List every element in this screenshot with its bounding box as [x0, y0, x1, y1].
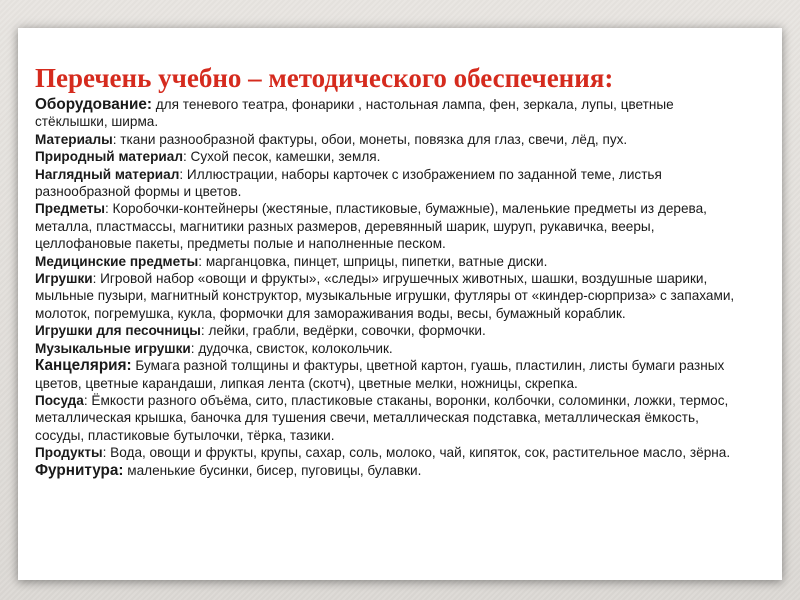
item-label: Игрушки: [35, 271, 93, 287]
item-text: : Вода, овощи и фрукты, крупы, сахар, соль, молоко, чай, кипяток, сок, растительное масло, зёрна.: [102, 445, 731, 461]
item-text: : ткани разнообразной фактуры, обои, монеты, повязка для глаз, свечи, лёд, пух.: [112, 131, 628, 147]
slide-title: Перечень учебно – методического обеспечения:: [35, 63, 614, 93]
item-text: : лейки, грабли, ведёрки, совочки, формочки.: [200, 323, 486, 339]
resource-list: [35, 96, 735, 479]
list-item-medical: [35, 253, 735, 270]
item-text: : марганцовка, пинцет, шприцы, пипетки, ватные диски.: [198, 253, 548, 269]
list-item-stationery: [35, 357, 735, 392]
item-label: Игрушки для песочницы: [35, 323, 201, 339]
list-item-natural-material: [35, 148, 735, 165]
item-label: Наглядный материал: [35, 166, 180, 182]
item-label: Природный материал: [35, 149, 183, 165]
item-text: : Ёмкости разного объёма, сито, пластиковые стаканы, воронки, колбочки, соломинки, ложки, термос, металлическая крышка, баночка для тушения свечи, металлическая подставка, металлическая ёмкость, сосуды, пластиковые бутылочки, тёрка, тазики.: [35, 392, 729, 443]
list-item-materials: [35, 131, 735, 148]
item-label: Посуда: [35, 392, 84, 408]
list-item-dishes: [35, 392, 735, 444]
list-item-toys: [35, 270, 735, 322]
list-item-objects: [35, 200, 735, 252]
list-item-fittings: [35, 462, 735, 479]
item-text: Бумага разной толщины и фактуры, цветной картон, гуашь, пластилин, листы бумаги разных цветов, цветные карандаши, липкая лента (скотч), цветные мелки, ножницы, скрепка.: [35, 358, 725, 391]
list-item-products: [35, 444, 735, 461]
list-item-musical-toys: [35, 340, 735, 357]
item-text: : Сухой песок, камешки, земля.: [182, 149, 381, 165]
item-label: Музыкальные игрушки: [35, 340, 191, 356]
list-item-sandbox-toys: [35, 322, 735, 339]
item-label: Медицинские предметы: [35, 253, 199, 269]
item-label: Оборудование:: [35, 96, 152, 113]
item-text: : дудочка, свисток, колокольчик.: [190, 340, 393, 356]
item-label: Канцелярия:: [35, 357, 132, 375]
item-label: Предметы: [35, 201, 105, 217]
item-label: Продукты: [35, 445, 103, 461]
item-text: : Иллюстрации, наборы карточек с изображением по заданной теме, листья разнообразной формы и цветов.: [35, 166, 662, 200]
item-text: маленькие бусинки, бисер, пуговицы, булавки.: [123, 462, 422, 478]
list-item-equipment: [35, 96, 735, 131]
list-item-visual-material: [35, 166, 735, 201]
item-label: Фурнитура:: [35, 461, 124, 479]
item-label: Материалы: [35, 131, 113, 147]
item-text: : Игровой набор «овощи и фрукты», «следы» игрушечных животных, шашки, воздушные шарики, мыльные пузыри, магнитный конструктор, музыкальные игрушки, футляры от «киндер-сюрприза» с запахами, молоток, погремушка, кукла, формочки для замораживания воды, весы, бумажный кораблик.: [35, 271, 735, 321]
item-text: для теневого театра, фонарики , настольная лампа, фен, зеркала, лупы, цветные стёклышки, ширма.: [35, 97, 674, 130]
item-text: : Коробочки-контейнеры (жестяные, пластиковые, бумажные), маленькие предметы из дерева, металла, пластмассы, магнитики разных размеров, деревянный шарик, шуруп, рукавичка, вееры, целлофановые пакеты, предметы полые и наполненные песком.: [35, 201, 707, 252]
